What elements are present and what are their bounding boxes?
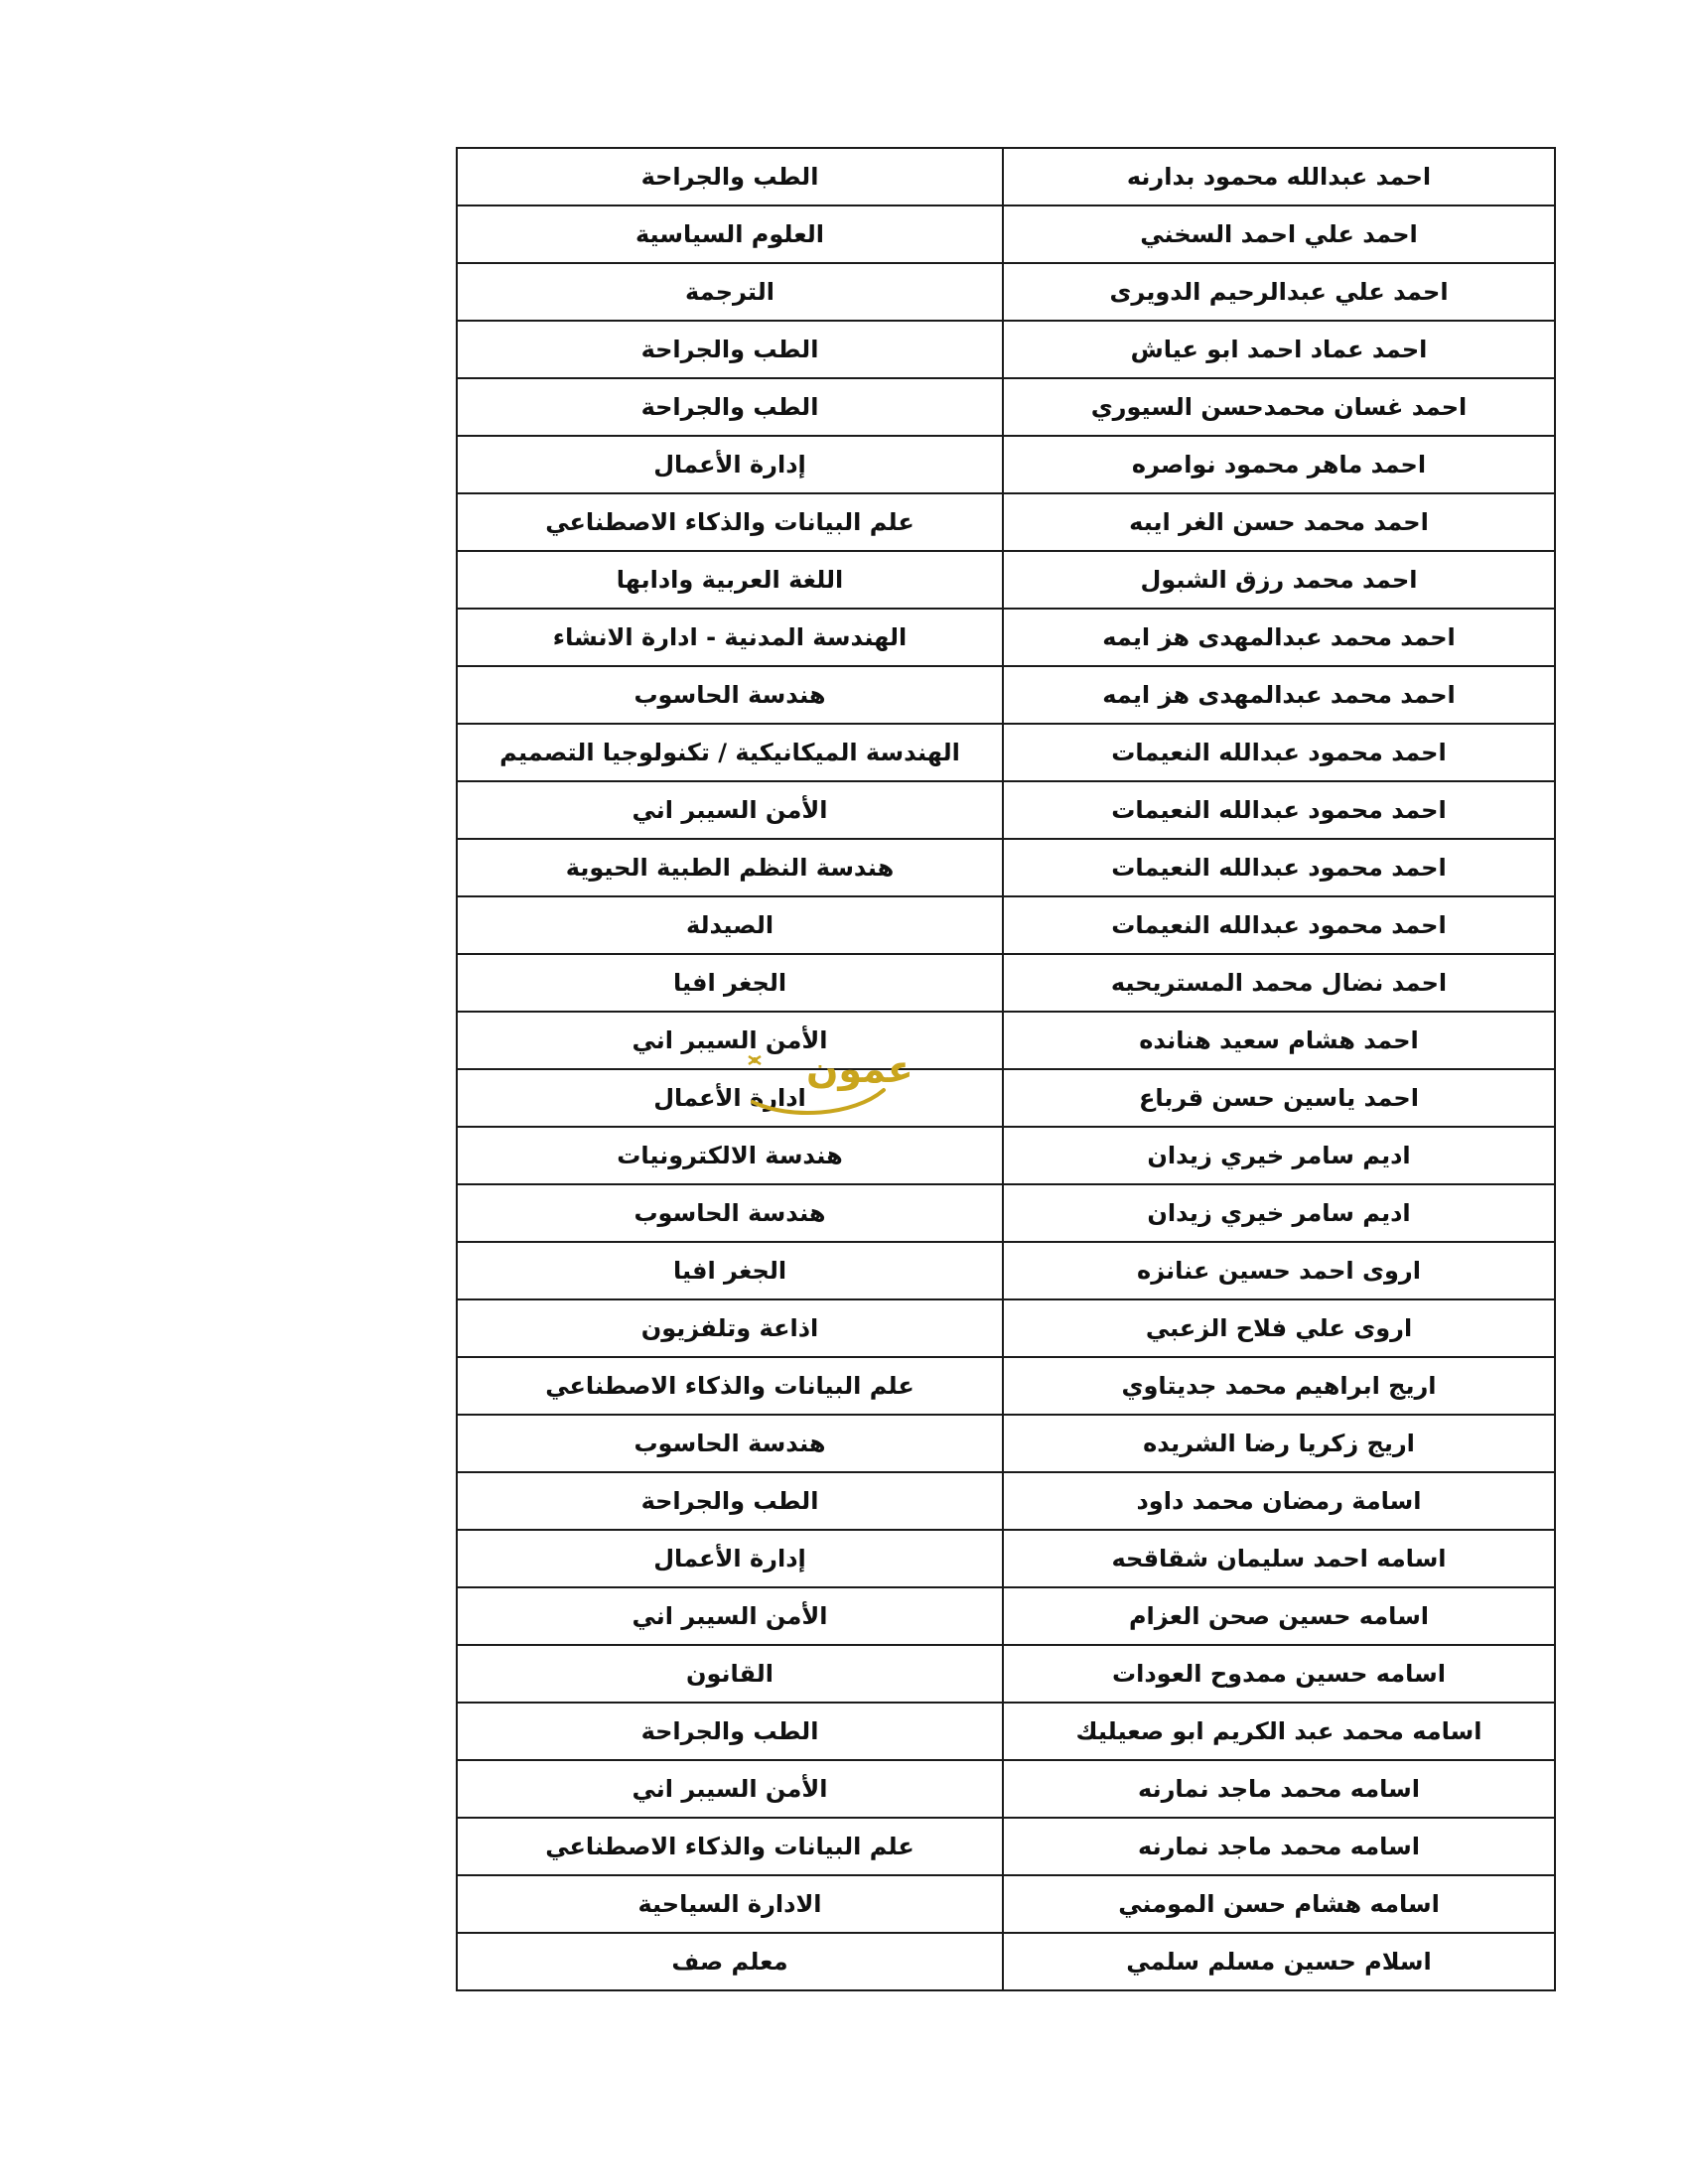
major-cell: اللغة العربية وادابها — [457, 551, 1003, 609]
table-row — [457, 1530, 1555, 1587]
student-name-cell: احمد محمود عبدالله النعيمات — [1003, 896, 1555, 954]
table-row — [457, 724, 1555, 781]
table-row — [457, 1242, 1555, 1299]
table-row — [457, 896, 1555, 954]
table-row — [457, 378, 1555, 436]
major-cell: العلوم السياسية — [457, 205, 1003, 263]
table-row — [457, 1818, 1555, 1875]
student-name-cell: احمد عماد احمد ابو عياش — [1003, 321, 1555, 378]
student-name-cell: اسامه حسين ممدوح العودات — [1003, 1645, 1555, 1703]
major-cell: الطب والجراحة — [457, 378, 1003, 436]
student-name-cell: اسامه هشام حسن المومني — [1003, 1875, 1555, 1933]
table-row — [457, 1587, 1555, 1645]
table-row — [457, 1875, 1555, 1933]
table-row — [457, 1357, 1555, 1415]
watermark-text: عمون — [806, 1047, 914, 1091]
major-cell: الجغر افيا — [457, 1242, 1003, 1299]
major-cell: الأمن السيبر اني — [457, 1587, 1003, 1645]
table-row — [457, 1127, 1555, 1184]
student-name-cell: احمد ياسين حسن قرباع — [1003, 1069, 1555, 1127]
table-row — [457, 609, 1555, 666]
major-cell: الصيدلة — [457, 896, 1003, 954]
student-name-cell: احمد علي عبدالرحيم الدويرى — [1003, 263, 1555, 321]
major-cell: إدارة الأعمال — [457, 1530, 1003, 1587]
student-name-cell: اسامة رمضان محمد داود — [1003, 1472, 1555, 1530]
table-row — [457, 839, 1555, 896]
table-row — [457, 263, 1555, 321]
student-name-cell: احمد نضال محمد المستريحيه — [1003, 954, 1555, 1012]
major-cell: الأمن السيبر اني — [457, 1760, 1003, 1818]
student-name-cell: احمد هشام سعيد هنانده — [1003, 1012, 1555, 1069]
major-cell: الترجمة — [457, 263, 1003, 321]
table-row — [457, 1069, 1555, 1127]
table-row — [457, 666, 1555, 724]
major-cell: علم البيانات والذكاء الاصطناعي — [457, 1818, 1003, 1875]
student-name-cell: احمد محمد عبدالمهدى هز ايمه — [1003, 666, 1555, 724]
student-name-cell: احمد علي احمد السخني — [1003, 205, 1555, 263]
table-row — [457, 1703, 1555, 1760]
major-cell: هندسة الالكترونيات — [457, 1127, 1003, 1184]
student-name-cell: احمد محمد رزق الشبول — [1003, 551, 1555, 609]
table-row — [457, 1760, 1555, 1818]
student-name-cell: احمد محمد عبدالمهدى هز ايمه — [1003, 609, 1555, 666]
student-name-cell: اروى علي فلاح الزعبي — [1003, 1299, 1555, 1357]
table-row — [457, 1012, 1555, 1069]
student-name-cell: اسامه محمد ماجد نمارنه — [1003, 1818, 1555, 1875]
table-row — [457, 321, 1555, 378]
major-cell: هندسة الحاسوب — [457, 666, 1003, 724]
table-row — [457, 1472, 1555, 1530]
major-cell: الهندسة الميكانيكية / تكنولوجيا التصميم — [457, 724, 1003, 781]
student-name-cell: اديم سامر خيري زيدان — [1003, 1127, 1555, 1184]
major-cell: الجغر افيا — [457, 954, 1003, 1012]
major-cell: علم البيانات والذكاء الاصطناعي — [457, 1357, 1003, 1415]
student-name-cell: اريج زكريا رضا الشريده — [1003, 1415, 1555, 1472]
student-name-cell: اسامه حسين صحن العزام — [1003, 1587, 1555, 1645]
table-row — [457, 436, 1555, 493]
roster-table-container — [456, 147, 1531, 1991]
major-cell: الادارة السياحية — [457, 1875, 1003, 1933]
major-cell: اذاعة وتلفزيون — [457, 1299, 1003, 1357]
major-cell: الأمن السيبر اني — [457, 781, 1003, 839]
major-cell: ادارة الأعمال — [457, 1069, 1003, 1127]
student-name-cell: احمد غسان محمدحسن السيوري — [1003, 378, 1555, 436]
roster-table-body — [457, 148, 1555, 1990]
major-cell: الطب والجراحة — [457, 148, 1003, 205]
major-cell: معلم صف — [457, 1933, 1003, 1990]
table-row — [457, 1933, 1555, 1990]
student-name-cell: اسامه محمد عبد الكريم ابو صعيليك — [1003, 1703, 1555, 1760]
major-cell: إدارة الأعمال — [457, 436, 1003, 493]
student-name-cell: اسامه محمد ماجد نمارنه — [1003, 1760, 1555, 1818]
student-name-cell: اديم سامر خيري زيدان — [1003, 1184, 1555, 1242]
table-row — [457, 1184, 1555, 1242]
student-roster-table — [456, 147, 1556, 1991]
major-cell: القانون — [457, 1645, 1003, 1703]
major-cell: هندسة الحاسوب — [457, 1184, 1003, 1242]
table-row — [457, 148, 1555, 205]
table-row — [457, 551, 1555, 609]
major-cell: الهندسة المدنية - ادارة الانشاء — [457, 609, 1003, 666]
major-cell: علم البيانات والذكاء الاصطناعي — [457, 493, 1003, 551]
table-row — [457, 1645, 1555, 1703]
student-name-cell: احمد محمود عبدالله النعيمات — [1003, 724, 1555, 781]
student-name-cell: احمد محمد حسن الغر ايبه — [1003, 493, 1555, 551]
table-row — [457, 781, 1555, 839]
student-name-cell: اسامه احمد سليمان شقاقحه — [1003, 1530, 1555, 1587]
table-row — [457, 205, 1555, 263]
student-name-cell: اسلام حسين مسلم سلمي — [1003, 1933, 1555, 1990]
table-row — [457, 954, 1555, 1012]
student-name-cell: احمد محمود عبدالله النعيمات — [1003, 839, 1555, 896]
student-name-cell: اريج ابراهيم محمد جديتاوي — [1003, 1357, 1555, 1415]
table-row — [457, 1299, 1555, 1357]
major-cell: الأمن السيبر اني — [457, 1012, 1003, 1069]
student-name-cell: احمد ماهر محمود نواصره — [1003, 436, 1555, 493]
major-cell: هندسة الحاسوب — [457, 1415, 1003, 1472]
table-row — [457, 493, 1555, 551]
student-name-cell: اروى احمد حسين عنانزه — [1003, 1242, 1555, 1299]
table-row — [457, 1415, 1555, 1472]
major-cell: الطب والجراحة — [457, 1703, 1003, 1760]
major-cell: الطب والجراحة — [457, 1472, 1003, 1530]
student-name-cell: احمد محمود عبدالله النعيمات — [1003, 781, 1555, 839]
major-cell: هندسة النظم الطبية الحيوية — [457, 839, 1003, 896]
student-name-cell: احمد عبدالله محمود بدارنه — [1003, 148, 1555, 205]
major-cell: الطب والجراحة — [457, 321, 1003, 378]
